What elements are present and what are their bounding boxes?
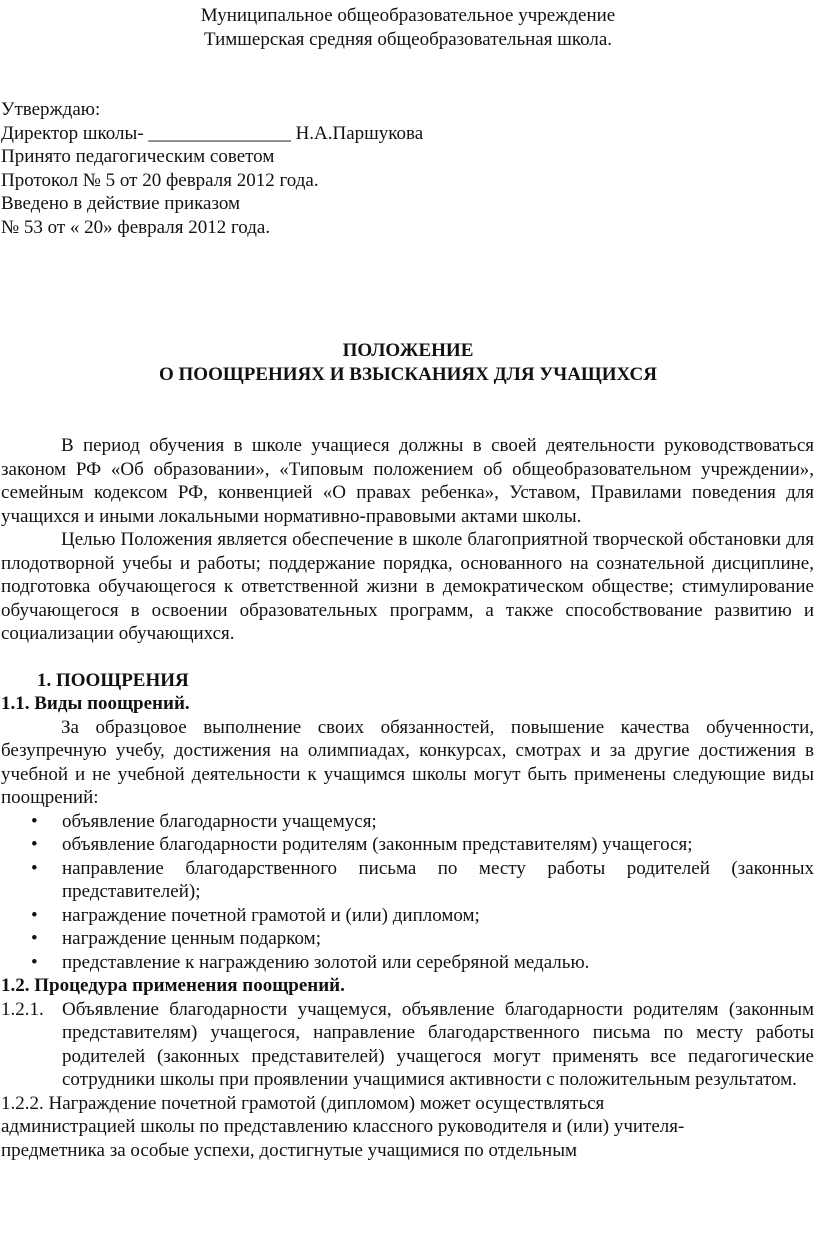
subsection-heading-types: 1.1. Виды поощрений. xyxy=(1,693,190,714)
list-item xyxy=(1,951,814,975)
subsection-heading-procedure: 1.2. Процедура применения поощрений. xyxy=(1,975,345,996)
organization-header xyxy=(0,4,816,51)
list-item-text: направление благодарственного письма по месту работы родителей (законных представителей); xyxy=(62,857,814,902)
list-item-text: объявление благодарности родителям (законным представителям) учащегося; xyxy=(62,834,693,855)
title-line1: ПОЛОЖЕНИЕ xyxy=(342,340,474,361)
approval-line-council: Принято педагогическим советом xyxy=(1,146,275,167)
bullet-icon: • xyxy=(31,928,38,949)
bullet-icon: • xyxy=(31,810,38,832)
bullet-icon: • xyxy=(31,857,38,879)
section-heading-rewards: 1. ПООЩРЕНИЯ xyxy=(37,669,189,691)
org-name-line1: Муниципальное общеобразовательное учреждение xyxy=(200,5,616,26)
item-number: 1.2.1. xyxy=(1,998,44,1020)
item-line: предметника за особые успехи, достигнутые учащимися по отдельным xyxy=(1,1139,577,1161)
list-item-text: объявление благодарности учащемуся; xyxy=(62,810,377,832)
bullet-icon: • xyxy=(31,904,38,926)
approval-line-director: Директор школы- _______________ Н.А.Паршукова xyxy=(1,122,424,144)
bullet-icon: • xyxy=(31,834,38,855)
item-line: администрацией школы по представлению классного руководителя и (или) учителя- xyxy=(1,1116,685,1137)
document-body xyxy=(1,434,814,1162)
list-item xyxy=(1,857,814,904)
approval-block xyxy=(1,98,601,239)
intro-paragraph-1: В период обучения в школе учащиеся должны в своей деятельности руководствоваться законом РФ «Об образовании», «Типовым положением об общеобразовательном учреждении», семейным кодексом РФ, конвенцией «О правах ребенка», Уставом, Правилами поведения для учащихся и иными локальными нормативно-правовыми актами школы. xyxy=(1,435,814,527)
intro-paragraph-2: Целью Положения является обеспечение в школе благоприятной творческой обстановки для плодотворной учебы и работы; поддержание порядка, основанного на сознательной дисциплине, подготовка обучающегося к ответственной жизни в демократическом обществе; стимулирование обучающегося в освоении образовательных программ, а также способствование развитию и социализации обучающихся. xyxy=(1,529,814,644)
list-item xyxy=(1,810,814,834)
subsection-types-text: За образцовое выполнение своих обязанностей, повышение качества обученности, безупречную учебу, достижения на олимпиадах, конкурсах, смотрах и за другие достижения в учебной и не учебной деятельности к учащимся школы могут быть применены следующие виды поощрений: xyxy=(1,716,814,808)
list-item xyxy=(1,833,814,857)
list-item-text: награждение почетной грамотой и (или) дипломом; xyxy=(62,904,480,926)
approval-line-approve: Утверждаю: xyxy=(1,99,101,120)
bullet-icon: • xyxy=(31,951,38,973)
approval-line-protocol: Протокол № 5 от 20 февраля 2012 года. xyxy=(1,169,319,191)
title-line2: О ПООЩРЕНИЯХ И ВЗЫСКАНИЯХ ДЛЯ УЧАЩИХСЯ xyxy=(158,363,657,385)
org-name-line2: Тимшерская средняя общеобразовательная школа. xyxy=(203,28,613,50)
procedure-item-1-2-2 xyxy=(1,1092,814,1163)
rewards-bullet-list xyxy=(1,810,814,975)
item-line: 1.2.2. Награждение почетной грамотой (дипломом) может осуществляться xyxy=(1,1092,605,1114)
list-item xyxy=(1,904,814,928)
document-title xyxy=(0,339,816,386)
list-item-text: представление к награждению золотой или серебряной медалью. xyxy=(62,951,590,973)
approval-line-order: Введено в действие приказом xyxy=(1,193,241,214)
approval-line-order-number: № 53 от « 20» февраля 2012 года. xyxy=(1,216,271,238)
list-item xyxy=(1,927,814,951)
item-text: Объявление благодарности учащемуся, объявление благодарности родителям (законным представителям) учащегося, направление благодарственного письма по месту работы родителей (законных представителей) учащегося могут применять все педагогические сотрудники школы при проявлении учащимися активности с положительным результатом. xyxy=(62,998,814,1090)
procedure-item-1-2-1 xyxy=(1,998,814,1092)
list-item-text: награждение ценным подарком; xyxy=(62,928,321,949)
